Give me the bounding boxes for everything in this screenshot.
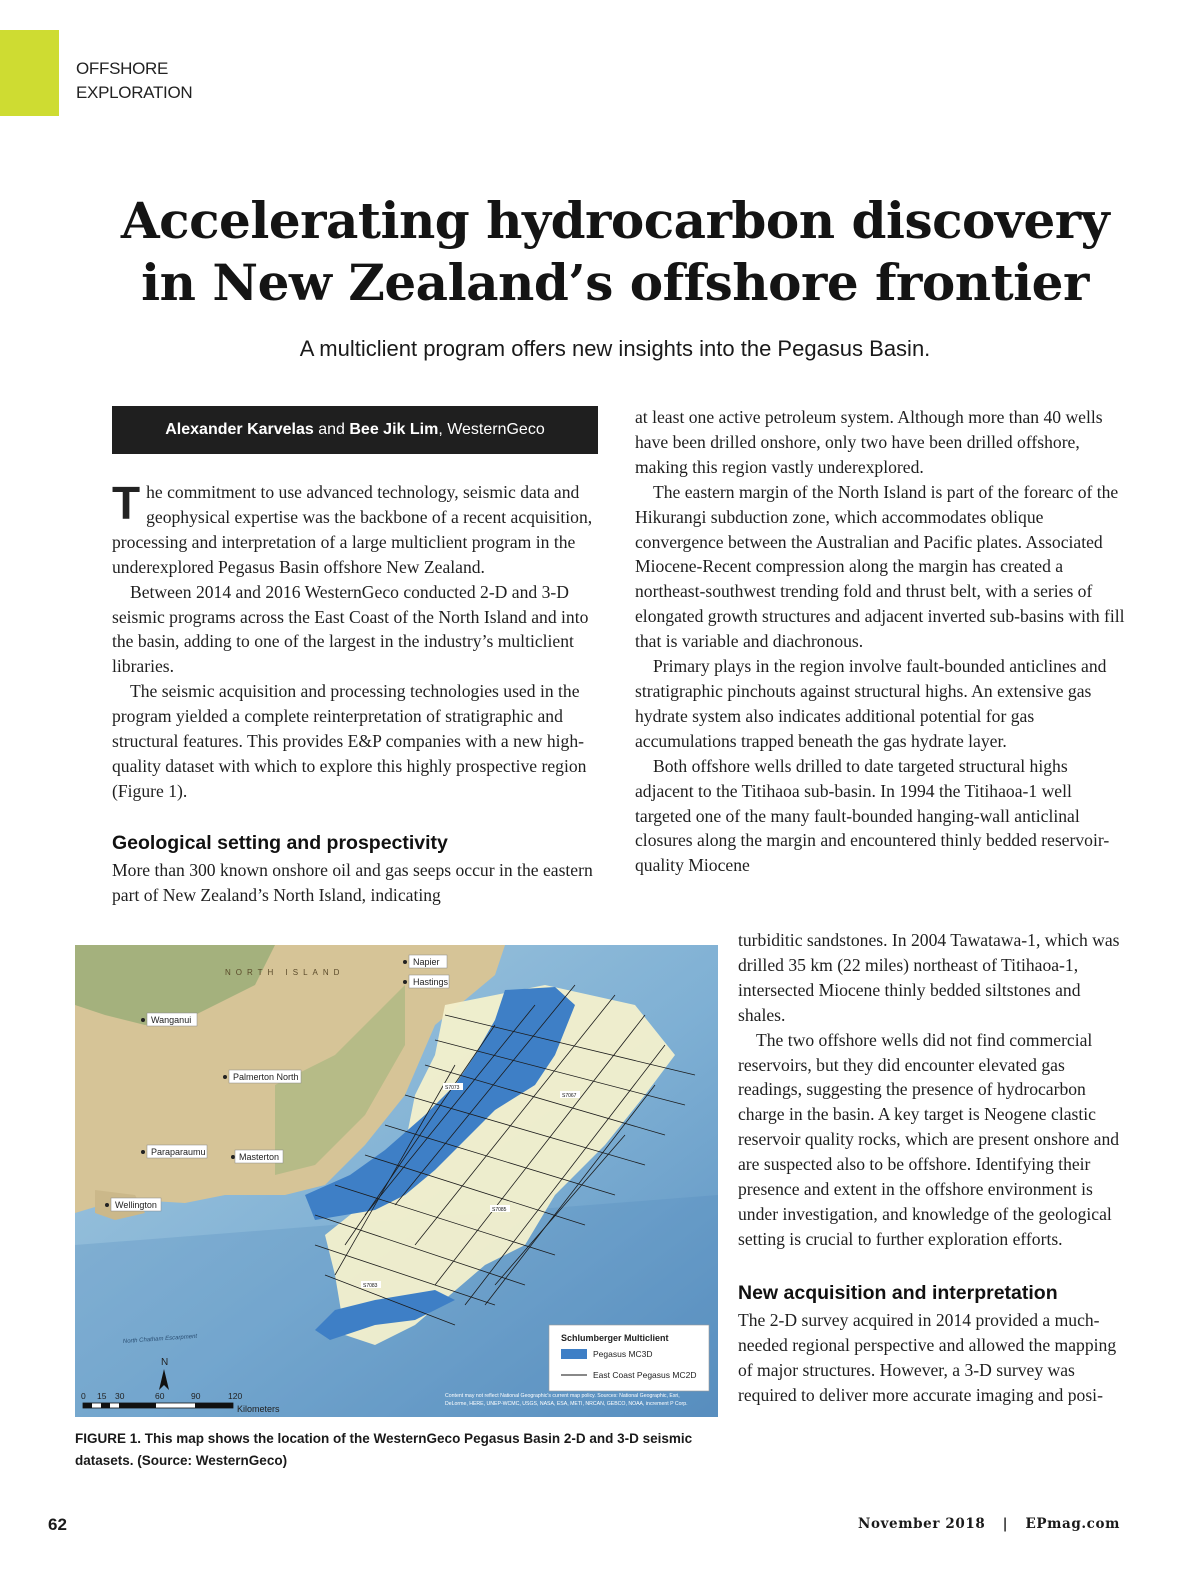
- figure-map: [75, 945, 718, 1417]
- right-paragraph-2: The eastern margin of the North Island is part of the forearc of the Hikurangi subduction zone, which accommodates oblique convergence between the Australian and Pacific plates. Associated Miocene-Recent compression along the margin has created a northeast-southwest trending fold and thrust belt, with a series of elongated growth structures and adjacent inverted sub-basins with fill that is variable and diachronous.: [635, 481, 1125, 652]
- right-paragraph-1: at least one active petroleum system. Although more than 40 wells have been drilled onshore, only two have been drilled offshore, making this region vastly underexplored.: [635, 407, 1103, 477]
- survey-id-4: S7083: [363, 1283, 378, 1289]
- byline-author1: Alexander Karvelas: [165, 421, 314, 438]
- map-town-paraparaumu: [141, 1145, 207, 1158]
- legend-mc3d-label: Pegasus MC3D: [593, 1349, 653, 1359]
- section-label-line2: EXPLORATION: [76, 83, 193, 102]
- map-credit-line2: DeLorme, HERE, UNEP-WCMC, USGS, NASA, ESA, METI, NRCAN, GEBCO, NOAA, increment P Corp.: [445, 1401, 688, 1407]
- section-label: [76, 57, 192, 105]
- legend-mc3d-swatch: [561, 1349, 587, 1359]
- section-tab: [0, 30, 59, 116]
- svg-text:Wellington: Wellington: [115, 1200, 157, 1210]
- left-paragraph-3: The seismic acquisition and processing technologies used in the program yielded a complete reinterpretation of stratigraphic and structural features. This provides E&P companies with a new high-quality dataset with which to explore this highly prospective region (Figure 1).: [112, 681, 587, 801]
- right-paragraph-4: Both offshore wells drilled to date targeted structural highs adjacent to the Titihaoa sub-basin. In 1994 the Titihaoa-1 well targeted one of the many fault-bounded hanging-wall anticlinal closures along the margin and encountered thinly bedded reservoir-quality Miocene: [635, 755, 1110, 876]
- footer-site[interactable]: EPmag.com: [1025, 1516, 1120, 1532]
- survey-id-1: S7073: [445, 1085, 460, 1091]
- byline-affiliation: , WesternGeco: [438, 421, 545, 438]
- section-label-line1: OFFSHORE: [76, 59, 169, 78]
- svg-text:Masterton: Masterton: [239, 1152, 280, 1162]
- legend-mc2d-label: East Coast Pegasus MC2D: [593, 1370, 697, 1380]
- svg-text:N: N: [161, 1357, 169, 1368]
- map-town-palmerton-north: [223, 1070, 301, 1083]
- svg-text:Hastings: Hastings: [413, 977, 449, 987]
- map-svg: [75, 945, 718, 1417]
- map-town-wellington: [105, 1198, 161, 1211]
- right-column-top: [635, 405, 1125, 878]
- page-number: 62: [48, 1515, 67, 1534]
- footer-date: November 2018: [858, 1516, 986, 1532]
- footer-separator: |: [1002, 1516, 1009, 1532]
- svg-text:0: 0: [81, 1391, 86, 1401]
- footer-info: [858, 1516, 1120, 1532]
- svg-text:Wanganui: Wanganui: [151, 1015, 192, 1025]
- svg-text:30: 30: [115, 1391, 125, 1401]
- survey-id-3: S7085: [492, 1207, 507, 1213]
- map-escarpment: North Chatham Escarpment: [122, 1333, 198, 1345]
- svg-text:90: 90: [191, 1391, 201, 1401]
- map-town-wanganui: [141, 1013, 197, 1026]
- headline-line1: Accelerating hydrocarbon discovery: [120, 191, 1110, 250]
- right-paragraph-6: The 2-D survey acquired in 2014 provided a much-needed regional perspective and allowed the mapping of major structures. However, a 3-D survey was required to deliver more accurate imaging and posi-: [738, 1309, 1117, 1405]
- svg-text:Napier: Napier: [413, 957, 440, 967]
- left-paragraph-4: More than 300 known onshore oil and gas seeps occur in the eastern part of New Zealand’s North Island, indicating: [112, 859, 593, 905]
- subhead-new-acquisition: New acquisition and interpretation: [738, 1281, 1058, 1304]
- byline: [112, 406, 598, 454]
- deck: A multiclient program offers new insights into the Pegasus Basin.: [299, 336, 931, 361]
- map-town-napier: [403, 955, 447, 968]
- byline-author2: Bee Jik Lim: [349, 421, 439, 438]
- right-paragraph-4-cont: turbiditic sandstones. In 2004 Tawatawa-1, which was drilled 35 km (22 miles) northeast of Titihaoa-1, intersected Miocene thinly bedded siltstones and shales.: [738, 930, 1120, 1025]
- svg-text:Kilometers: Kilometers: [237, 1404, 280, 1414]
- left-paragraph-2: Between 2014 and 2016 WesternGeco conducted 2-D and 3-D seismic programs across the East Coast of the North Island and into the basin, adding to one of the largest in the industry’s multiclient libraries.: [112, 581, 589, 677]
- byline-and: and: [313, 421, 350, 438]
- right-paragraph-5: The two offshore wells did not find commercial reservoirs, but they did encounter elevated gas readings, suggesting the presence of hydrocarbon charge in the basin. A key target is Neogene clastic reservoir quality rocks, which are present onshore and are suspected also to be offshore. Identifying their presence and extent in the offshore environment is under investigation, and knowledge of the geological setting is crucial to further exploration efforts.: [738, 1029, 1120, 1249]
- subhead-geological-setting: Geological setting and prospectivity: [112, 831, 448, 854]
- map-town-hastings: [403, 975, 449, 988]
- dropcap: T: [112, 477, 141, 529]
- headline: [60, 190, 1170, 314]
- survey-id-2: S7067: [562, 1093, 577, 1099]
- figure-caption: FIGURE 1. This map shows the location of the WesternGeco Pegasus Basin 2-D and 3-D seismic datasets. (Source: WesternGeco): [75, 1431, 693, 1468]
- svg-text:15: 15: [97, 1391, 107, 1401]
- map-legend: [549, 1325, 709, 1391]
- left-paragraph-1: [112, 477, 600, 580]
- svg-text:120: 120: [228, 1391, 243, 1401]
- svg-text:Paraparaumu: Paraparaumu: [151, 1147, 206, 1157]
- right-paragraph-3: Primary plays in the region involve fault-bounded anticlines and stratigraphic pinchouts against structural highs. An extensive gas hydrate system also indicates additional potential for gas accumulations trapped beneath the gas hydrate layer.: [635, 656, 1107, 751]
- svg-text:60: 60: [155, 1391, 165, 1401]
- legend-title: Schlumberger Multiclient: [561, 1333, 669, 1343]
- svg-text:Palmerton North: Palmerton North: [233, 1072, 299, 1082]
- left-paragraph-1-text: he commitment to use advanced technology, seismic data and geophysical expertise was the backbone of a recent acquisition, processing and interpretation of a large multiclient program in the underexplored Pegasus Basin offshore New Zealand.: [112, 482, 593, 577]
- map-region-label: NORTH ISLAND: [225, 968, 345, 977]
- headline-line2: in New Zealand’s offshore frontier: [141, 253, 1089, 312]
- map-credit-line1: Content may not reflect National Geographic's current map policy. Sources: National Geographic, Esri,: [445, 1393, 680, 1399]
- map-town-masterton: [231, 1150, 283, 1163]
- right-column-bottom: [738, 928, 1125, 1407]
- left-column: [112, 477, 600, 908]
